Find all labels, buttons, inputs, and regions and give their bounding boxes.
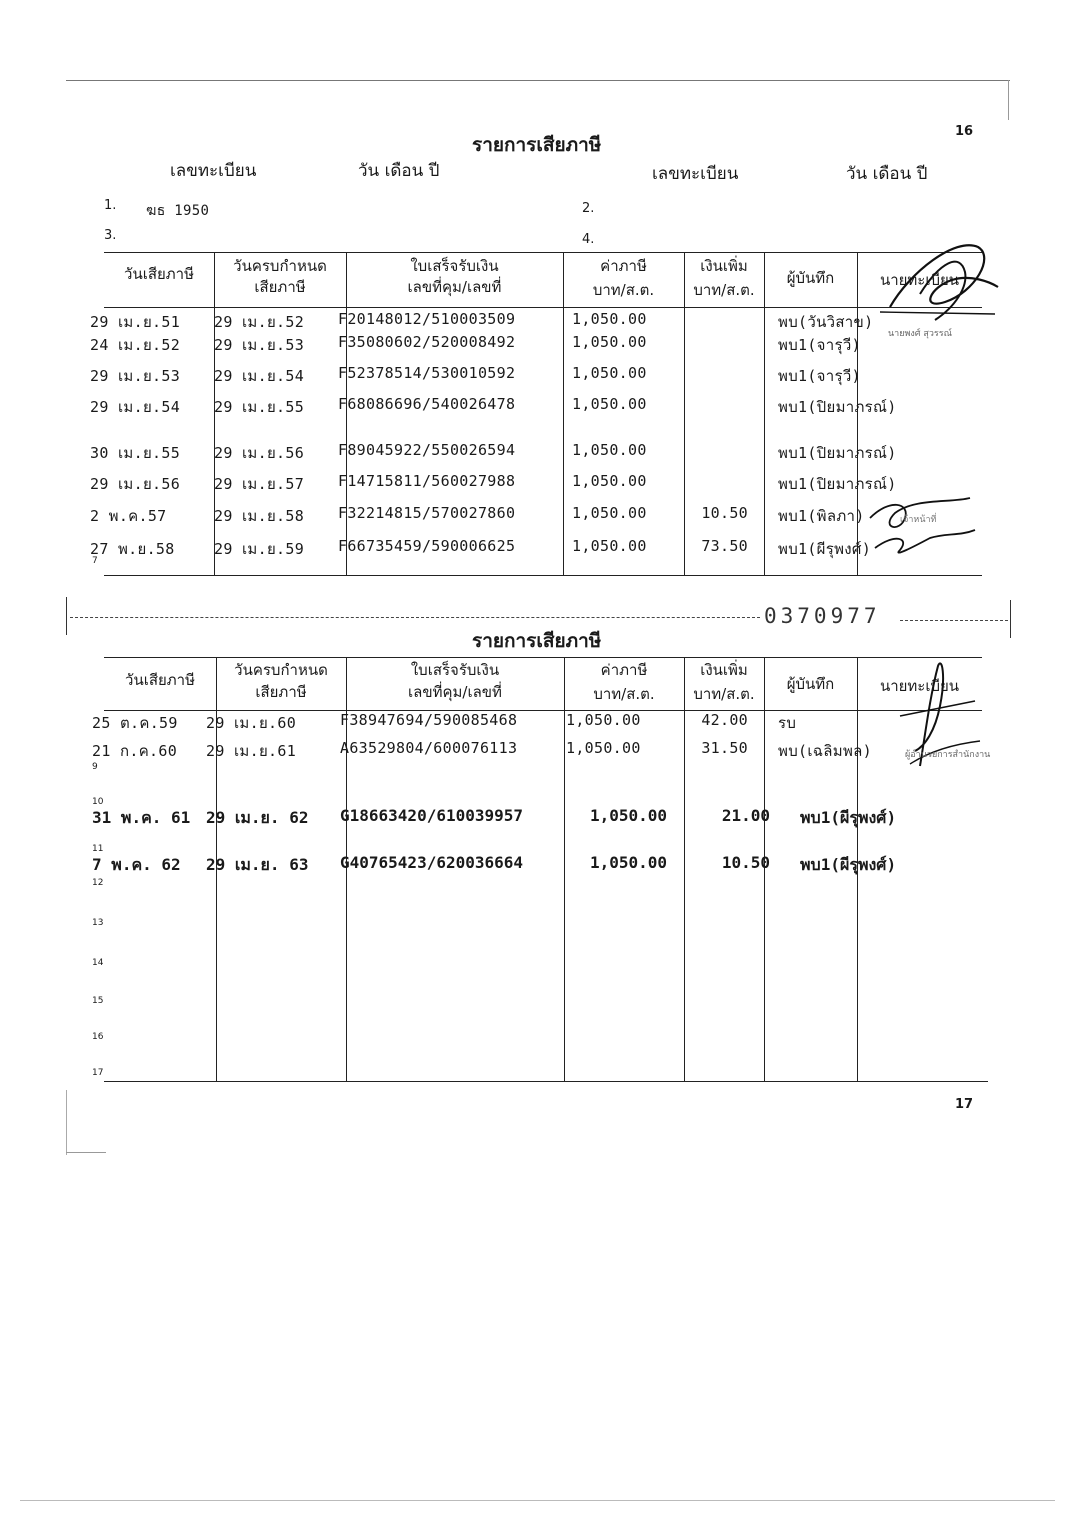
row-tax: 1,050.00 [572, 395, 647, 413]
th-tax-1: ค่าภาษี [600, 257, 647, 275]
date-label-2: วัน เดือน ปี [846, 164, 928, 184]
row-pay-date: 29 เม.ย.54 [90, 398, 181, 416]
row-pay-date: 7 พ.ค. 62 [92, 855, 181, 874]
row-tax: 1,050.00 [572, 472, 647, 490]
row-recorder: พบ1(ผีรุพงศ์) [778, 540, 872, 558]
row-recorder: พบ1(ผีรุพงศ์) [800, 808, 897, 827]
row-due-date: 29 เม.ย.60 [206, 714, 297, 732]
row-due-date: 29 เม.ย. 63 [206, 855, 309, 874]
row-pay-date: 24 เม.ย.52 [90, 336, 181, 354]
row-number: 11 [92, 844, 104, 854]
row-recorder: พบ(วันวิสาข) [778, 313, 874, 331]
row-due-date: 29 เม.ย. 62 [206, 808, 309, 827]
row-number: 14 [92, 958, 104, 968]
row-extra: 21.00 [721, 806, 770, 825]
row-receipt: F35080602/520008492 [338, 333, 516, 351]
row-extra: 73.50 [701, 537, 748, 555]
row-recorder: พบ1(ปิยมาภรณ์) [778, 444, 897, 462]
th-extra-1: เงินเพิ่ม [700, 257, 748, 275]
top-rule [66, 80, 1010, 81]
row-tax: 1,050.00 [566, 711, 641, 729]
row-pay-date: 27 พ.ย.58 [90, 540, 175, 558]
th2-pay-date: วันเสียภาษี [125, 671, 195, 689]
th2-recorder: ผู้บันทึก [786, 675, 835, 693]
th2-registrar: นายทะเบียน [879, 677, 960, 695]
row-recorder: พบ1(ปิยมาภรณ์) [778, 398, 897, 416]
separator-left-mark [66, 597, 67, 635]
reg-entry-4-num: 4. [582, 232, 595, 247]
date-label-1: วัน เดือน ปี [358, 161, 440, 181]
row-number: 10 [92, 797, 104, 807]
scan-edge-left [66, 1090, 67, 1155]
row-number-7: 7 [92, 556, 98, 566]
th-receipt-1: ใบเสร็จรับเงิน [410, 257, 499, 275]
th2-extra-1: เงินเพิ่ม [700, 661, 748, 679]
row-recorder: พบ1(จารุวี) [778, 367, 861, 385]
separator-dashed-line-right [900, 620, 1008, 621]
th-registrar: นายทะเบียน [879, 271, 960, 289]
row-due-date: 29 เม.ย.54 [214, 367, 305, 385]
row-tax: 1,050.00 [572, 441, 647, 459]
row-number: 12 [92, 878, 104, 888]
right-edge [1008, 80, 1009, 120]
th2-receipt-2: เลขที่คุม/เลขที่ [408, 683, 502, 701]
row-tax: 1,050.00 [590, 806, 668, 825]
row-due-date: 29 เม.ย.53 [214, 336, 305, 354]
th2-due-date-1: วันครบกำหนด [234, 661, 328, 679]
row-tax: 1,050.00 [566, 739, 641, 757]
separator-stamp-number: 0370977 [764, 604, 881, 628]
row-receipt: F89045922/550026594 [338, 441, 516, 459]
row-recorder: รบ [778, 714, 797, 732]
stamp-text-1: นายพงศ์ สุวรรณ์ [888, 329, 952, 339]
th2-tax-2: บาท/ส.ต. [593, 685, 655, 703]
row-recorder: พบ1(พิลภา) [778, 507, 865, 525]
row-number: 15 [92, 996, 104, 1006]
stamp-text-2: เจ้าหน้าที่ [900, 515, 937, 525]
th-due-date-2: เสียภาษี [254, 278, 306, 296]
row-receipt: A63529804/600076113 [340, 739, 518, 757]
row-pay-date: 2 พ.ค.57 [90, 507, 167, 525]
row-tax: 1,050.00 [590, 853, 668, 872]
reg-label-1: เลขทะเบียน [170, 161, 257, 181]
page-number-top: 16 [955, 124, 974, 139]
row-extra: 42.00 [701, 711, 748, 729]
row-due-date: 29 เม.ย.59 [214, 540, 305, 558]
row-recorder: พบ1(ผีรุพงศ์) [800, 855, 897, 874]
row-receipt: F68086696/540026478 [338, 395, 516, 413]
row-tax: 1,050.00 [572, 333, 647, 351]
row-due-date: 29 เม.ย.58 [214, 507, 305, 525]
page-bottom-rule [20, 1500, 1055, 1501]
row-receipt: F66735459/590006625 [338, 537, 516, 555]
row-receipt: F32214815/570027860 [338, 504, 516, 522]
row-pay-date: 21 ก.ค.60 [92, 742, 178, 760]
row-tax: 1,050.00 [572, 504, 647, 522]
row-tax: 1,050.00 [572, 364, 647, 382]
row-recorder: พบ1(จารุวี) [778, 336, 861, 354]
row-pay-date: 29 เม.ย.51 [90, 313, 181, 331]
row-pay-date: 31 พ.ค. 61 [92, 808, 191, 827]
row-due-date: 29 เม.ย.52 [214, 313, 305, 331]
reg-entry-3-num: 3. [104, 228, 117, 243]
row-number: 16 [92, 1032, 104, 1042]
th2-due-date-2: เสียภาษี [255, 683, 307, 701]
row-pay-date: 25 ต.ค.59 [92, 714, 178, 732]
row-due-date: 29 เม.ย.56 [214, 444, 305, 462]
row-extra: 10.50 [701, 504, 748, 522]
scan-mark-bottom [66, 1152, 106, 1153]
reg-entry-1-num: 1. [104, 198, 117, 213]
row-tax: 1,050.00 [572, 537, 647, 555]
th2-receipt-1: ใบเสร็จรับเงิน [410, 661, 500, 679]
row-pay-date: 29 เม.ย.53 [90, 367, 181, 385]
row-receipt: F20148012/510003509 [338, 310, 516, 328]
th-extra-2: บาท/ส.ต. [693, 281, 755, 299]
row-recorder: พบ1(ปิยมาภรณ์) [778, 475, 897, 493]
row-tax: 1,050.00 [572, 310, 647, 328]
th2-tax-1: ค่าภาษี [600, 661, 648, 679]
th-pay-date: วันเสียภาษี [124, 265, 194, 283]
separator-dashed-line [70, 617, 760, 618]
row-extra: 31.50 [701, 739, 748, 757]
row-receipt: G40765423/620036664 [340, 853, 524, 872]
separator-right-mark [1010, 600, 1011, 638]
row-number: 13 [92, 918, 104, 928]
stamp-text-3: ผู้อำนวยการสำนักงาน [905, 750, 991, 760]
section-title-bottom: รายการเสียภาษี [472, 630, 602, 652]
row-receipt: F52378514/530010592 [338, 364, 516, 382]
row-receipt: F14715811/560027988 [338, 472, 516, 490]
th-recorder: ผู้บันทึก [786, 269, 835, 287]
row-receipt: F38947694/590085468 [340, 711, 518, 729]
page-number-bottom: 17 [955, 1097, 974, 1112]
row-pay-date: 30 เม.ย.55 [90, 444, 181, 462]
row-due-date: 29 เม.ย.55 [214, 398, 305, 416]
reg-label-2: เลขทะเบียน [652, 164, 739, 184]
row-number: 17 [92, 1068, 104, 1078]
row-receipt: G18663420/610039957 [340, 806, 524, 825]
th-receipt-2: เลขที่คุม/เลขที่ [407, 278, 502, 296]
row-number: 9 [92, 762, 98, 772]
row-pay-date: 29 เม.ย.56 [90, 475, 181, 493]
th2-extra-2: บาท/ส.ต. [693, 685, 755, 703]
row-recorder: พบ(เฉลิมพล) [778, 742, 872, 760]
row-due-date: 29 เม.ย.57 [214, 475, 305, 493]
th-tax-2: บาท/ส.ต. [592, 281, 655, 299]
section-title-top: รายการเสียภาษี [472, 134, 602, 156]
row-extra: 10.50 [721, 853, 770, 872]
reg-entry-2-num: 2. [582, 201, 595, 216]
reg-entry-1-value: ฆธ 1950 [146, 203, 210, 219]
th-due-date-1: วันครบกำหนด [233, 257, 327, 275]
row-due-date: 29 เม.ย.61 [206, 742, 297, 760]
